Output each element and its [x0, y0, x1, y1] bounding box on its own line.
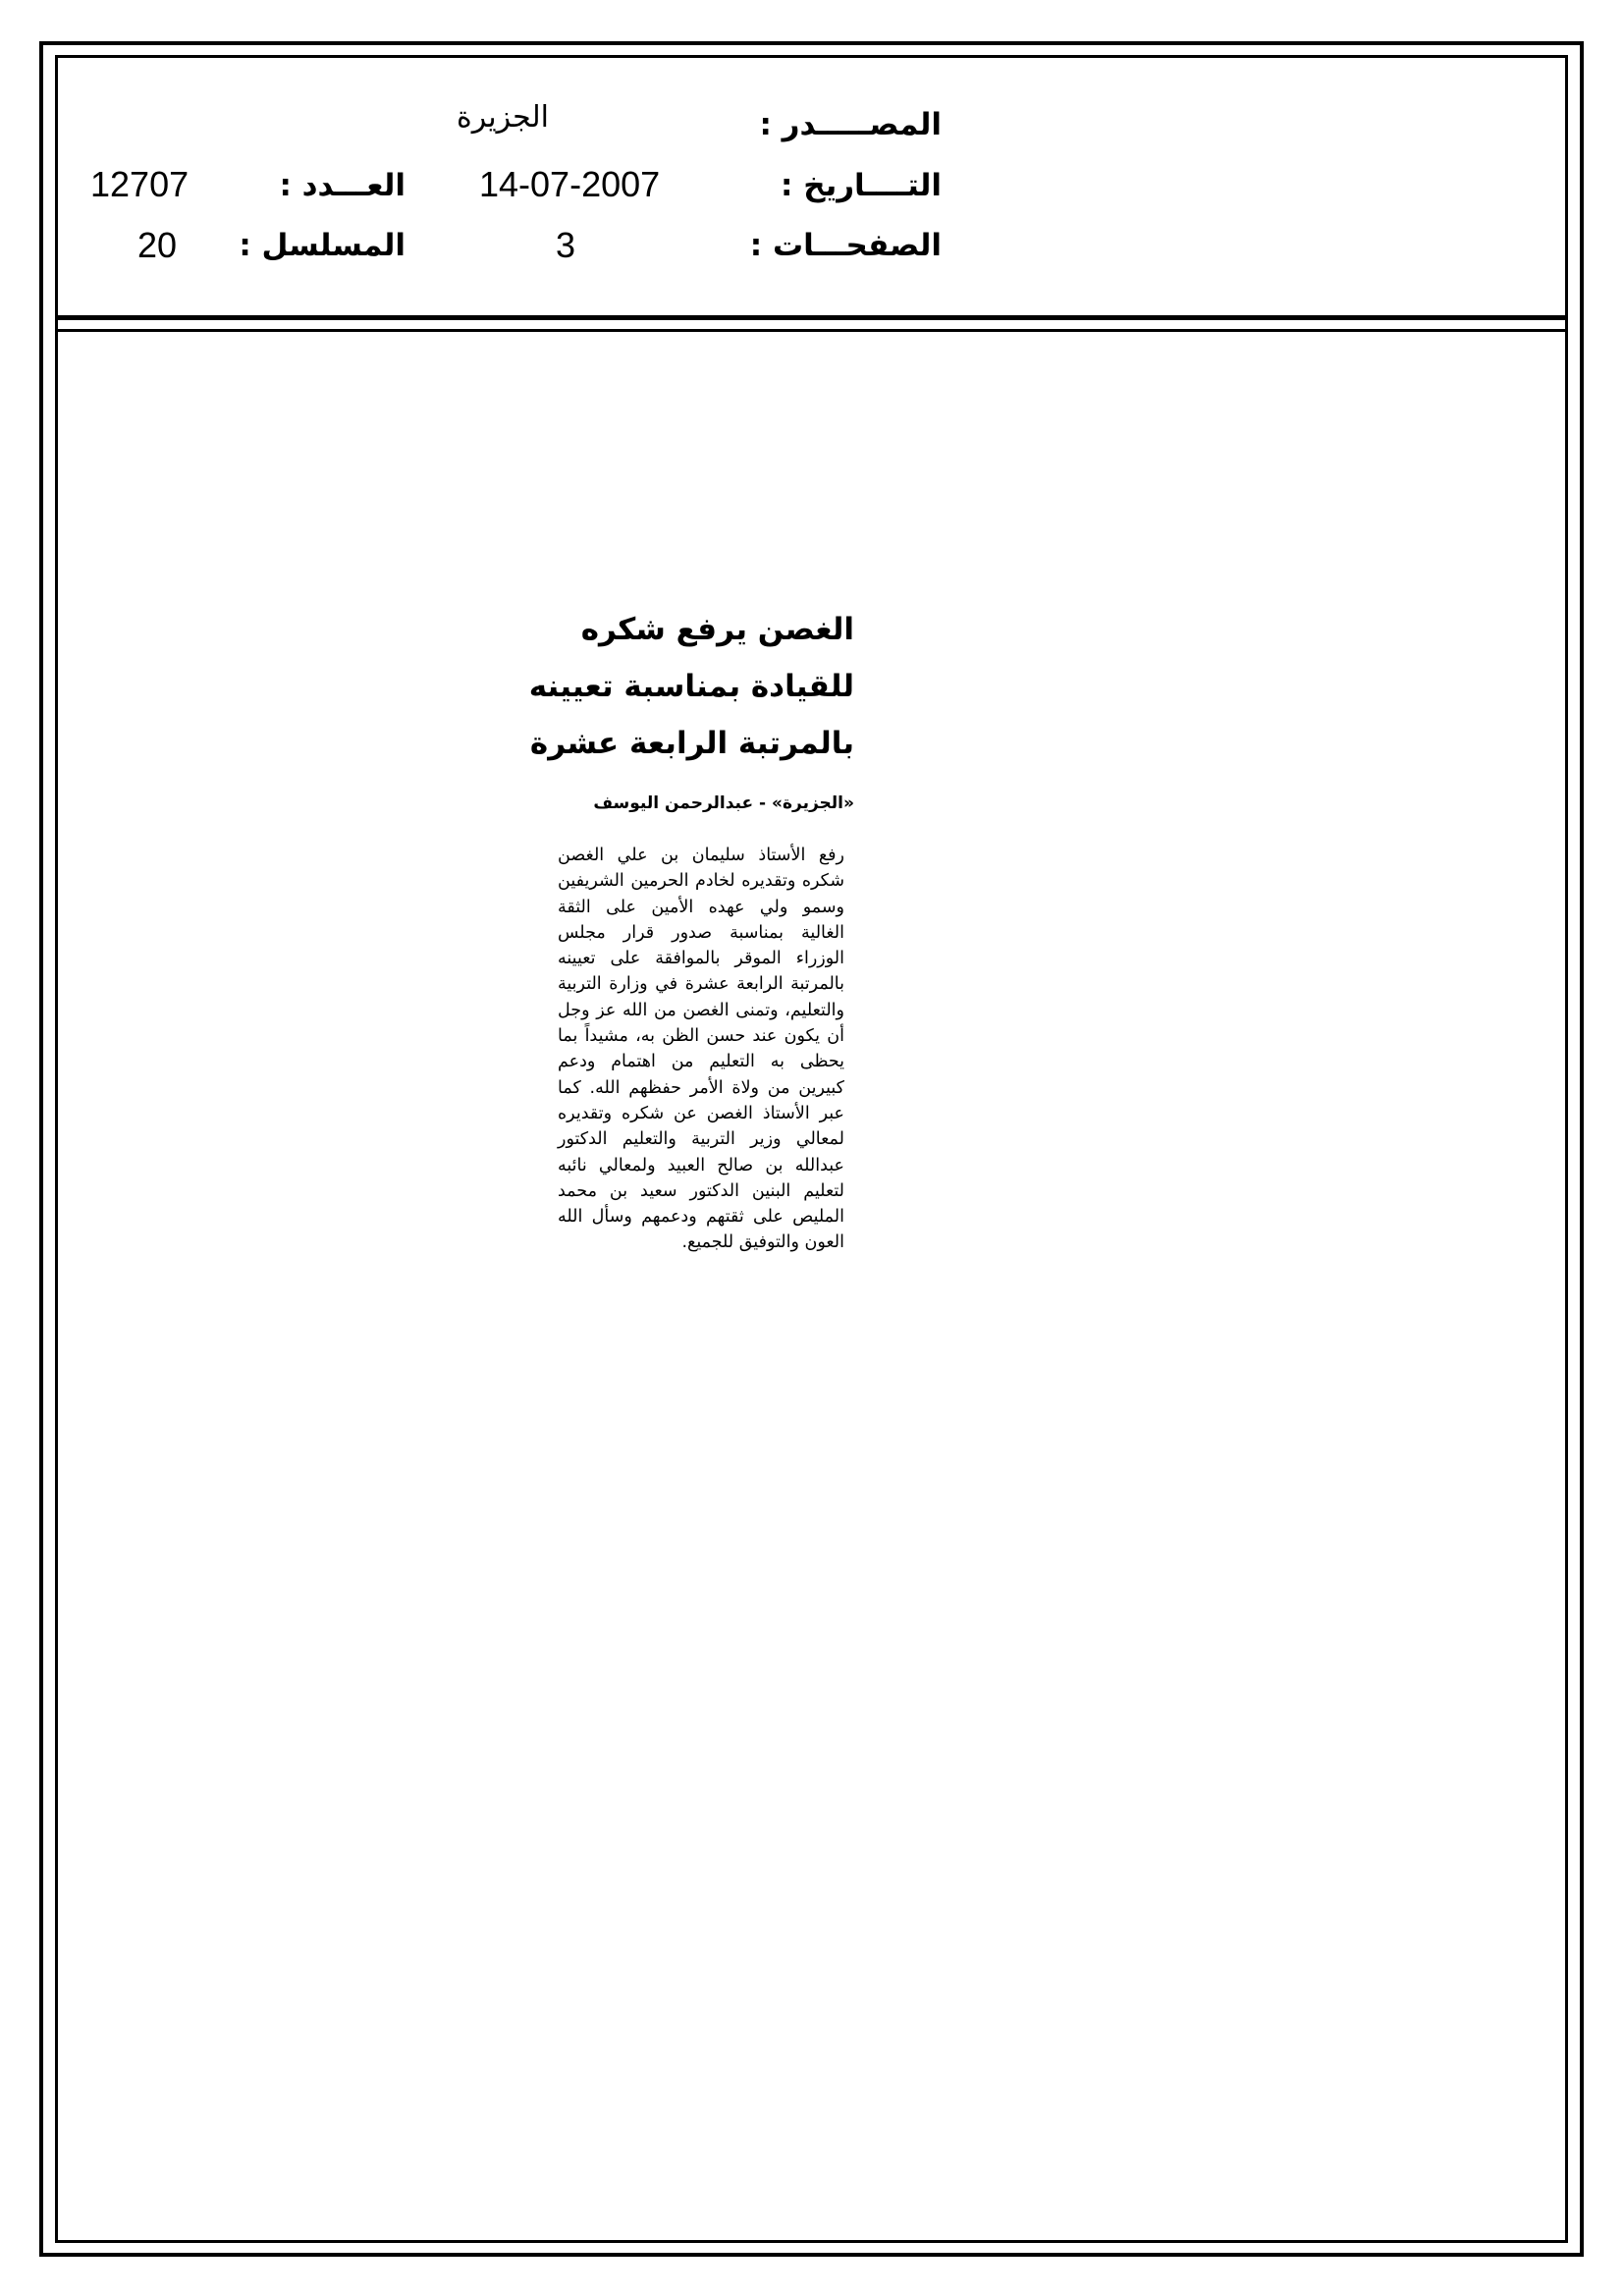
headline-line-3: بالمرتبة الرابعة عشرة: [529, 726, 854, 761]
header-divider-thick: [55, 315, 1568, 320]
headline-line-2: للقيادة بمناسبة تعيينه: [528, 669, 854, 704]
header-divider-thin: [55, 329, 1568, 332]
article-clipping: [528, 601, 854, 1256]
date-value: 14-07-2007: [479, 164, 661, 204]
date-label: التــــاريخ :: [781, 168, 942, 203]
article-body: رفع الأستاذ سليمان بن علي الغصن شكره وتقديره لخادم الحرمين الشريفين وسمو ولي عهده الأمين على الثقة الغالية بمناسبة صدور قرار مجلس الوزراء الموقر بالموافقة على تعيينه بالمرتبة الرابعة عشرة في وزارة التربية والتعليم، وتمنى الغصن من الله عز وجل أن يكون عند حسن الظن به، مشيداً بما يحظى به التعليم من اهتمام ودعم كبيرين من ولاة الأمر حفظهم الله. كما عبر الأستاذ الغصن عن شكره وتقديره لمعالي وزير التربية والتعليم الدكتور عبدالله بن صالح العبيد ولمعالي نائبه لتعليم البنين الدكتور سعيد بن محمد المليص على ثقتهم ودعمهم وسأل الله العون والتوفيق للجميع.: [558, 846, 844, 1253]
serial-label: المسلسل :: [239, 228, 406, 263]
pages-value: 3: [556, 225, 576, 265]
byline: «الجزيرة» - عبدالرحمن اليوسف: [593, 793, 854, 813]
pages-label: الصفحـــات :: [749, 228, 942, 263]
issue-label: العـــدد :: [279, 168, 406, 203]
source-label: المصـــــدر :: [759, 107, 942, 142]
issue-value: 12707: [90, 164, 189, 204]
headline-line-1: الغصن يرفع شكره: [580, 612, 854, 647]
source-value: الجزيرة: [457, 100, 550, 135]
serial-value: 20: [137, 225, 178, 265]
